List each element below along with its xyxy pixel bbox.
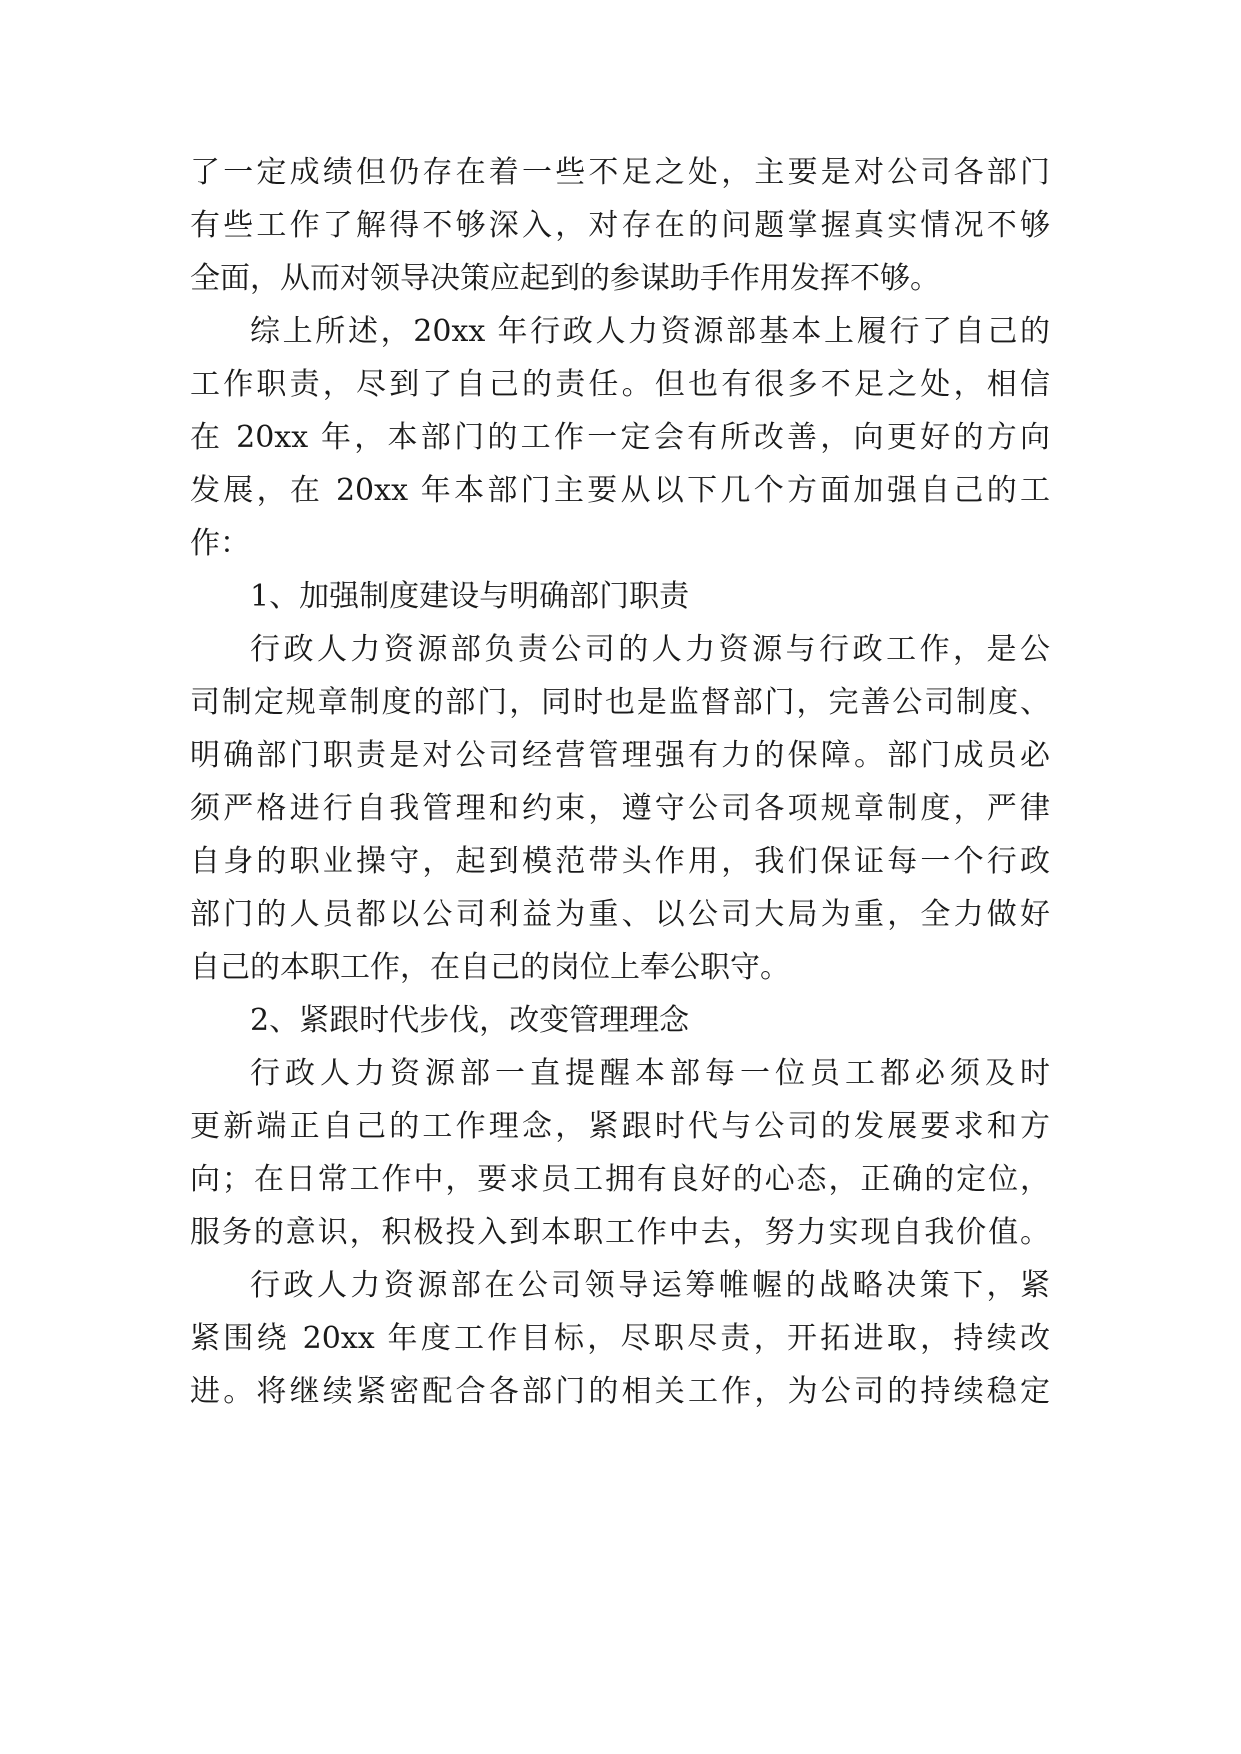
paragraph-line: 自身的职业操守，起到模范带头作用，我们保证每一个行政: [190, 844, 1050, 879]
paragraph-line: 部门的人员都以公司利益为重、以公司大局为重，全力做好: [190, 897, 1050, 932]
paragraph-line: 更新端正自己的工作理念，紧跟时代与公司的发展要求和方: [190, 1109, 1050, 1144]
paragraph-line: 行政人力资源部负责公司的人力资源与行政工作，是公: [250, 632, 1050, 667]
paragraph-line: 服务的意识，积极投入到本职工作中去，努力实现自我价值。: [190, 1215, 1050, 1250]
paragraph-line: 自己的本职工作，在自己的岗位上奉公职守。: [190, 950, 790, 985]
paragraph-line: 进。将继续紧密配合各部门的相关工作，为公司的持续稳定: [190, 1374, 1050, 1409]
section-heading: 1、加强制度建设与明确部门职责: [250, 579, 690, 614]
paragraph-line: 了一定成绩但仍存在着一些不足之处，主要是对公司各部门: [190, 155, 1050, 190]
paragraph-line: 作：: [190, 526, 250, 561]
paragraph-line: 行政人力资源部一直提醒本部每一位员工都必须及时: [250, 1056, 1050, 1091]
paragraph-line: 明确部门职责是对公司经营管理强有力的保障。部门成员必: [190, 738, 1050, 773]
paragraph-line: 在 20xx 年，本部门的工作一定会有所改善，向更好的方向: [190, 420, 1050, 455]
paragraph-line: 须严格进行自我管理和约束，遵守公司各项规章制度，严律: [190, 791, 1050, 826]
section-heading: 2、紧跟时代步伐，改变管理理念: [250, 1003, 690, 1038]
paragraph-line: 综上所述，20xx 年行政人力资源部基本上履行了自己的: [250, 314, 1050, 349]
paragraph-line: 司制定规章制度的部门，同时也是监督部门，完善公司制度、: [190, 685, 1050, 720]
paragraph-line: 向；在日常工作中，要求员工拥有良好的心态，正确的定位，: [190, 1162, 1050, 1197]
paragraph-line: 工作职责，尽到了自己的责任。但也有很多不足之处，相信: [190, 367, 1050, 402]
paragraph-line: 有些工作了解得不够深入，对存在的问题掌握真实情况不够: [190, 208, 1050, 243]
paragraph-line: 行政人力资源部在公司领导运筹帷幄的战略决策下，紧: [250, 1268, 1050, 1303]
paragraph-line: 全面，从而对领导决策应起到的参谋助手作用发挥不够。: [190, 261, 940, 296]
paragraph-line: 紧围绕 20xx 年度工作目标，尽职尽责，开拓进取，持续改: [190, 1321, 1050, 1356]
paragraph-line: 发展，在 20xx 年本部门主要从以下几个方面加强自己的工: [190, 473, 1050, 508]
